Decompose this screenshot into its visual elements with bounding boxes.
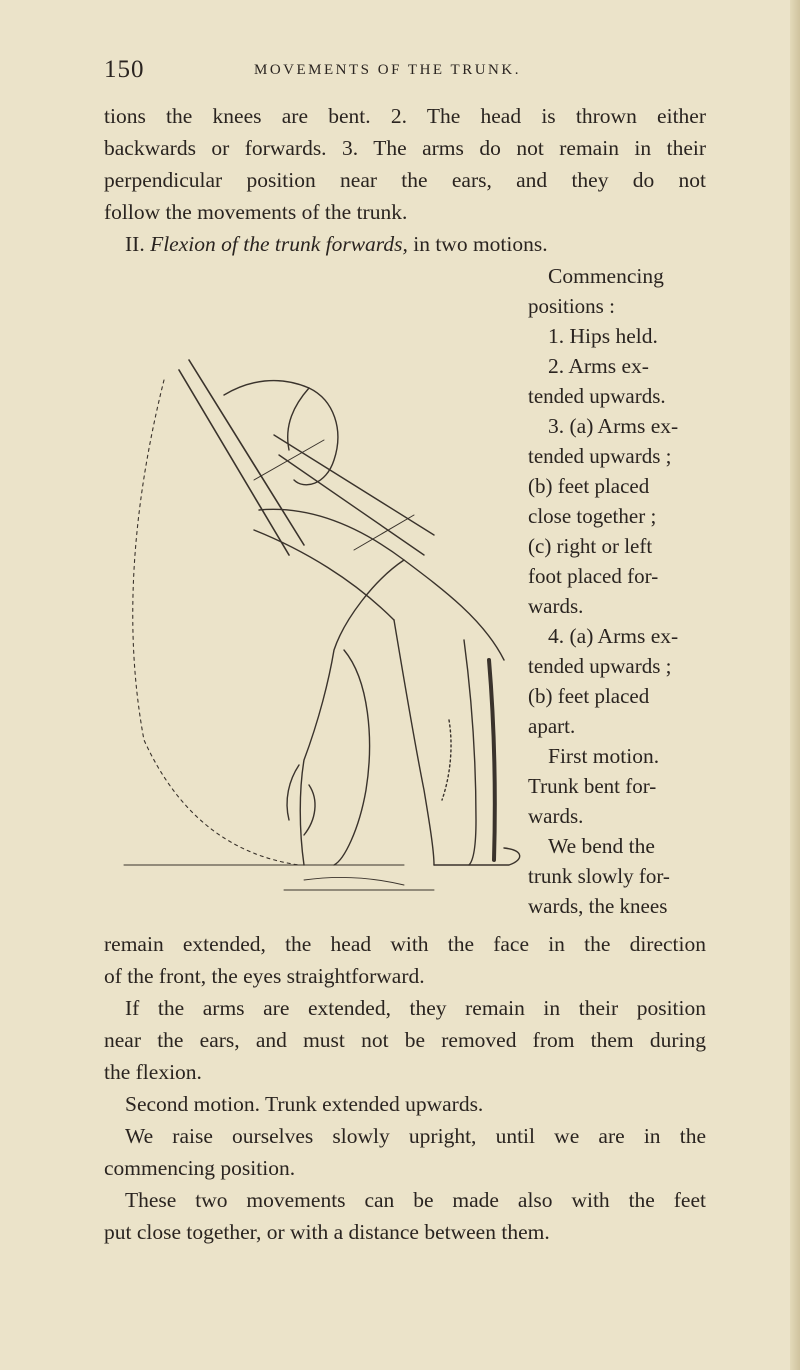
column-line: Commencing xyxy=(548,264,664,288)
section-number: II. xyxy=(125,232,145,256)
text-line: tions the knees are bent. 2. The head is thrown either xyxy=(104,104,706,128)
column-line: close together ; xyxy=(528,504,657,528)
column-line: (b) feet placed xyxy=(528,684,650,708)
page-edge xyxy=(790,0,800,1370)
column-line: tended upwards ; xyxy=(528,654,672,678)
column-line: 2. Arms ex- xyxy=(548,354,649,378)
column-line: 4. (a) Arms ex- xyxy=(548,624,679,648)
column-line: wards. xyxy=(528,594,584,618)
page-header xyxy=(104,56,714,90)
section-subtitle: in two motions. xyxy=(413,232,548,256)
text-line: These two movements can be made also with the feet xyxy=(125,1188,706,1212)
column-line: wards, the knees xyxy=(528,894,668,918)
column-line: trunk slowly for- xyxy=(528,864,670,888)
text-line: commencing position. xyxy=(104,1156,296,1180)
text-line: If the arms are extended, they remain in their position xyxy=(125,996,706,1020)
section-heading xyxy=(125,234,548,256)
flexion-figure-illustration xyxy=(104,320,544,910)
text-line: of the front, the eyes straightforward. xyxy=(104,964,425,988)
column-line: apart. xyxy=(528,714,576,738)
section-title: Flexion of the trunk forwards, xyxy=(150,232,408,256)
column-line: tended upwards ; xyxy=(528,444,672,468)
column-line: wards. xyxy=(528,804,584,828)
column-line: tended upwards. xyxy=(528,384,666,408)
column-line: We bend the xyxy=(548,834,655,858)
text-line: perpendicular position near the ears, and they do not xyxy=(104,168,706,192)
text-line: remain extended, the head with the face in the direction xyxy=(104,932,706,956)
text-line: the flexion. xyxy=(104,1060,202,1084)
text-line: backwards or forwards. 3. The arms do not remain in their xyxy=(104,136,706,160)
text-line: put close together, or with a distance between them. xyxy=(104,1220,550,1244)
column-line: (c) right or left xyxy=(528,534,653,558)
running-title: MOVEMENTS OF THE TRUNK. xyxy=(254,62,521,78)
text-line: Second motion. Trunk extended upwards. xyxy=(125,1092,484,1116)
column-line: foot placed for- xyxy=(528,564,659,588)
page-number: 150 xyxy=(104,56,145,83)
column-line: positions : xyxy=(528,294,615,318)
text-line: follow the movements of the trunk. xyxy=(104,200,408,224)
column-line: Trunk bent for- xyxy=(528,774,657,798)
column-line: First motion. xyxy=(548,744,660,768)
text-line: near the ears, and must not be removed from them during xyxy=(104,1028,706,1052)
column-line: 1. Hips held. xyxy=(548,324,658,348)
text-line: We raise ourselves slowly upright, until we are in the xyxy=(125,1124,706,1148)
column-line: 3. (a) Arms ex- xyxy=(548,414,679,438)
column-line: (b) feet placed xyxy=(528,474,650,498)
